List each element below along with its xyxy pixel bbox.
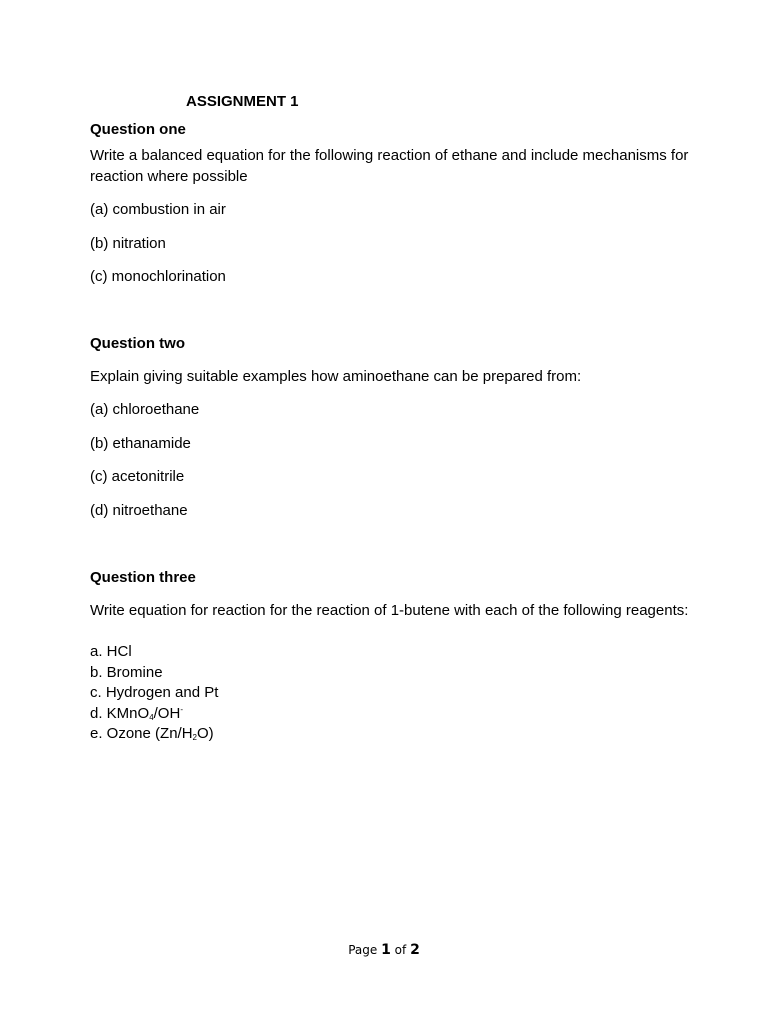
reagent-item-d	[90, 704, 690, 725]
question-three-heading: Question three	[90, 569, 196, 586]
question-one-heading: Question one	[90, 121, 186, 138]
question-one-prompt: Write a balanced equation for the following reaction of ethane and include mechanisms for reaction where possible	[90, 147, 689, 185]
assignment-title: ASSIGNMENT 1	[186, 93, 299, 110]
reagent-e-suffix: O)	[197, 725, 214, 742]
question-one-item-b: (b) nitration	[90, 235, 166, 252]
question-two-item-d: (d) nitroethane	[90, 502, 188, 519]
question-two-item-b: (b) ethanamide	[90, 435, 191, 452]
reagent-d-subscript: 4	[149, 712, 154, 722]
question-two-item-a: (a) chloroethane	[90, 401, 200, 418]
footer-page-word: Page	[348, 943, 378, 957]
reagent-d-prefix: d. KMnO	[90, 704, 150, 722]
question-three-reagent-list	[90, 642, 690, 745]
reagent-d-middle: /OH	[153, 704, 181, 722]
page-footer	[0, 942, 768, 958]
reagent-e-prefix: e. Ozone (Zn/H	[90, 725, 193, 742]
question-one-item-c: (c) monochlorination	[90, 268, 226, 285]
footer-page-number: 1	[381, 942, 391, 958]
question-three-prompt: Write equation for reaction for the reaction of 1-butene with each of the following reagents:	[90, 602, 689, 619]
reagent-item-b: b. Bromine	[90, 663, 163, 681]
reagent-d-superscript: -	[180, 704, 183, 714]
footer-of-word: of	[394, 943, 407, 957]
question-two-item-c: (c) acetonitrile	[90, 468, 185, 485]
reagent-e-subscript: 2	[192, 733, 197, 742]
question-two-prompt: Explain giving suitable examples how aminoethane can be prepared from:	[90, 368, 582, 385]
footer-page-total: 2	[410, 942, 420, 958]
reagent-item-e	[90, 724, 690, 745]
reagent-item-c: c. Hydrogen and Pt	[90, 684, 219, 701]
question-two-heading: Question two	[90, 335, 185, 352]
reagent-item-a: a. HCl	[90, 643, 132, 660]
question-one-item-a: (a) combustion in air	[90, 201, 226, 218]
